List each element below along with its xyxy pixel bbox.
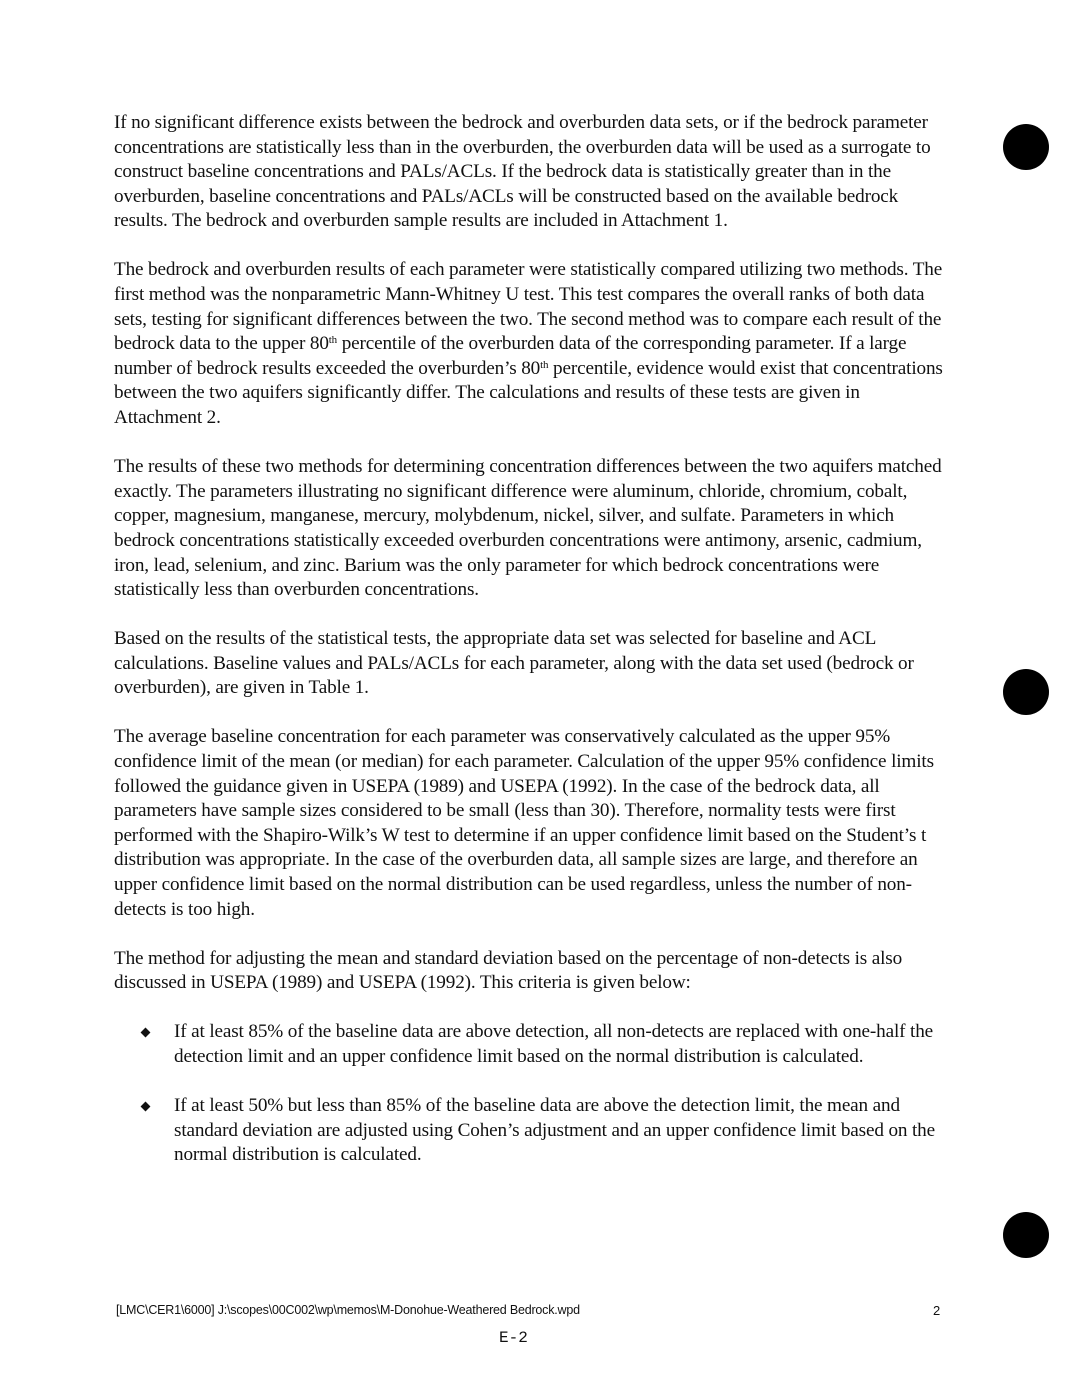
superscript: th: [540, 358, 549, 371]
footer-file-path: [LMC\CER1\6000] J:\scopes\00C002\wp\memos\M-Donohue-Weathered Bedrock.wpd: [116, 1303, 580, 1317]
paragraph-data-set-choice: Based on the results of the statistical tests, the appropriate data set was selected for baseline and ACL calculations. Baseline values and PALs/ACLs for each parameter, along with the data set used (bedrock or overburden), are given in Table 1.: [114, 628, 914, 699]
punch-hole-icon: [1003, 669, 1049, 715]
punch-hole-icon: [1003, 1212, 1049, 1258]
diamond-bullet-icon: [141, 1028, 151, 1038]
memo-body: [114, 111, 944, 1168]
list-item: [114, 1020, 944, 1069]
page-number: 2: [933, 1303, 941, 1318]
list-item-text: If at least 85% of the baseline data are above detection, all non-detects are replaced with one-half the detection limit and an upper confidence limit based on the normal distribution is calculated.: [174, 1021, 934, 1067]
paragraph-data-set-selection: If no significant difference exists between the bedrock and overburden data sets, or if the bedrock parameter concentrations are statistically less than in the overburden, the overburden data will be used as a surrogate to construct baseline concentrations and PALs/ACLs. If the bedrock data is statistically greater than in the overburden, baseline concentrations and PALs/ACLs will be constructed based on the available bedrock results. The bedrock and overburden sample results are included in Attachment 1.: [114, 112, 931, 232]
list-item-text: If at least 50% but less than 85% of the baseline data are above the detection limit, the mean and standard deviation are adjusted using Cohen’s adjustment and an upper confidence limit based on the normal distribution is calculated.: [174, 1095, 935, 1166]
paragraph-baseline-calculation: The average baseline concentration for each parameter was conservatively calculated as the upper 95% confidence limit of the mean (or median) for each parameter. Calculation of the upper 95% confidence limits followed the guidance given in USEPA (1989) and USEPA (1992). In the case of the bedrock data, all parameters have sample sizes considered to be small (less than 30). Therefore, normality tests were first performed with the Shapiro-Wilk’s W test to determine if an upper confidence limit based on the Student’s t distribution was appropriate. In the case of the overburden data, all sample sizes are large, and therefore an upper confidence limit based on the normal distribution can be used regardless, unless the number of non-detects is too high.: [114, 726, 934, 920]
paragraph-comparison-methods: [114, 258, 944, 430]
punch-hole-icon: [1003, 124, 1049, 170]
paragraph-non-detect-method: The method for adjusting the mean and standard deviation based on the percentage of non-detects is also discussed in USEPA (1989) and USEPA (1992). This criteria is given below:: [114, 947, 903, 994]
paragraph-text: percentile of the overburden data of the corresponding parameter. If a large number of bedrock results exceeded the overburden’s 80: [114, 333, 907, 379]
paragraph-text: percentile, evidence would exist that concentrations between the two aquifers significantly differ. The calculations and results of these tests are given in Attachment 2.: [114, 357, 943, 429]
diamond-bullet-icon: [141, 1102, 151, 1112]
criteria-list: [114, 1020, 944, 1167]
paragraph-test-results: The results of these two methods for determining concentration differences between the two aquifers matched exactly. The parameters illustrating no significant difference were aluminum, chloride, chromium, cobalt, copper, magnesium, manganese, mercury, molybdenum, nickel, silver, and sulfate. Parameters in which bedrock concentrations statistically exceeded overburden concentrations were antimony, arsenic, cadmium, iron, lead, selenium, and zinc. Barium was the only parameter for which bedrock concentrations were statistically less than overburden concentrations.: [114, 456, 942, 601]
list-item: [114, 1094, 944, 1168]
exhibit-page-label: E-2: [499, 1329, 528, 1347]
paragraph-text: The bedrock and overburden results of each parameter were statistically compared utilizing two methods. The first method was the nonparametric Mann-Whitney U test. This test compares the overall ranks of both data sets, testing for significant differences between the two. The second method was to compare each result of the bedrock data to the upper 80: [114, 259, 943, 355]
superscript: th: [328, 334, 338, 347]
